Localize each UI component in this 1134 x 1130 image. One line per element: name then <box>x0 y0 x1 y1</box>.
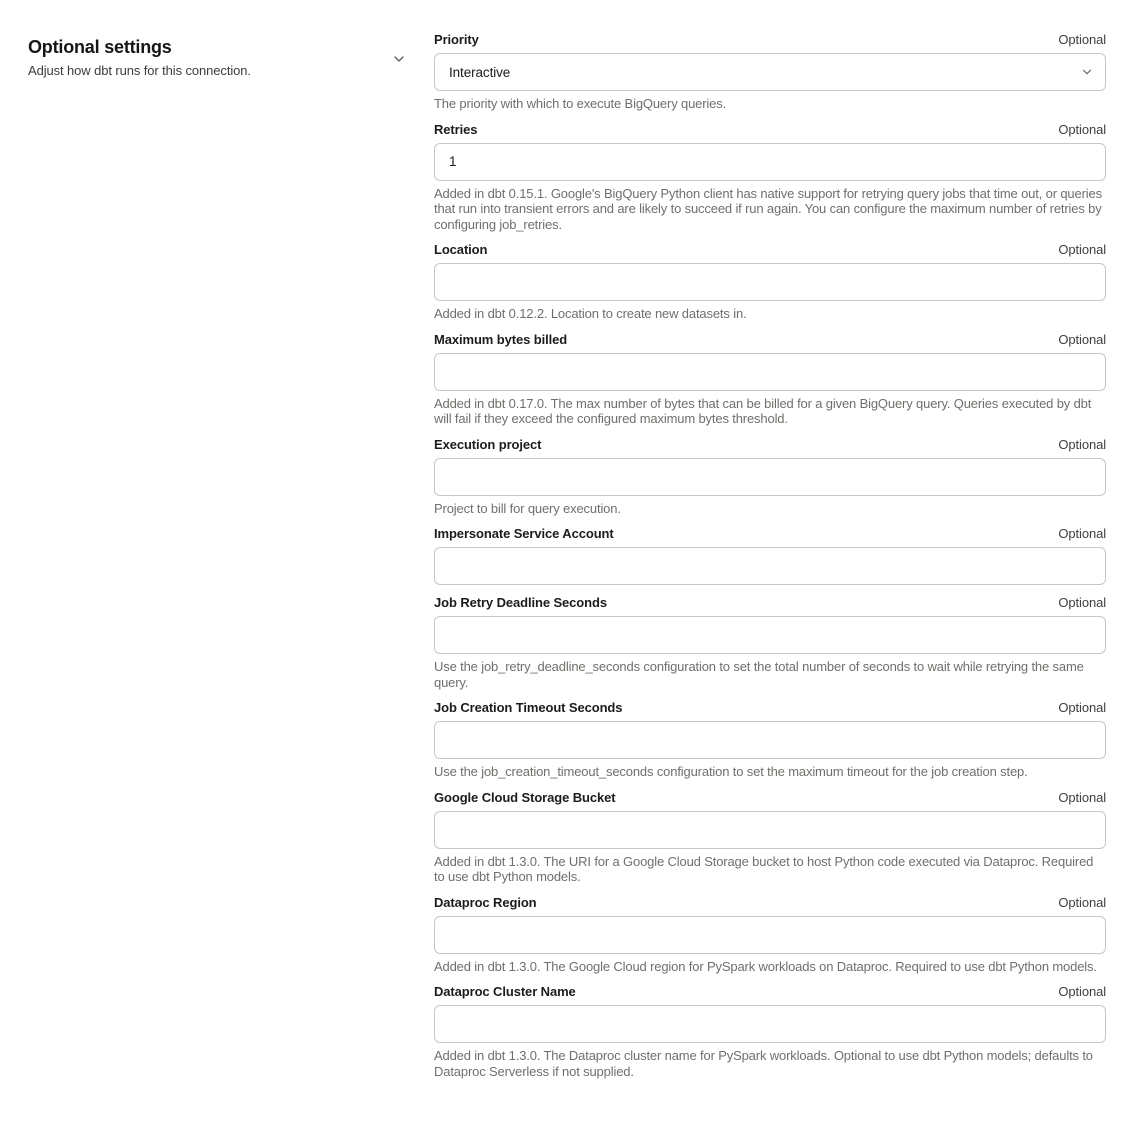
optional-badge: Optional <box>1058 32 1106 47</box>
field-head <box>434 526 1106 542</box>
field-help: Added in dbt 1.3.0. The Google Cloud region for PySpark workloads on Dataproc. Required to use dbt Python models. <box>434 958 1097 974</box>
optional-badge: Optional <box>1058 121 1106 137</box>
field-input[interactable] <box>434 811 1106 849</box>
form-field <box>434 895 1106 975</box>
field-head <box>434 895 1106 911</box>
field-input[interactable] <box>434 263 1106 301</box>
field-help: Added in dbt 0.15.1. Google's BigQuery Python client has native support for retrying query jobs that time out, or queries that run into transient errors and are likely to succeed if run again. You can configure the maximum number of retries by configuring job_retries. <box>434 185 1102 232</box>
field-input[interactable] <box>434 616 1106 654</box>
field-input[interactable] <box>434 143 1106 181</box>
field-label: Impersonate Service Account <box>434 526 614 541</box>
optional-badge: Optional <box>1058 700 1106 715</box>
optional-badge: Optional <box>1058 242 1106 257</box>
optional-badge: Optional <box>1058 894 1106 910</box>
form-field <box>434 526 1106 585</box>
field-help: Added in dbt 0.17.0. The max number of bytes that can be billed for a given BigQuery query. Queries executed by dbt will fail if they exceed the configured maximum bytes threshold. <box>434 395 1092 426</box>
field-label: Priority <box>434 32 479 47</box>
form-field <box>434 332 1106 427</box>
optional-badge: Optional <box>1058 789 1106 805</box>
field-head <box>434 700 1106 716</box>
form-field <box>434 32 1106 112</box>
field-head <box>434 437 1106 453</box>
field-head <box>434 984 1106 1000</box>
field-label: Location <box>434 242 488 257</box>
field-label: Execution project <box>434 436 542 452</box>
field-help: Use the job_retry_deadline_seconds configuration to set the total number of seconds to wait while retrying the same query. <box>434 659 1084 690</box>
field-label: Maximum bytes billed <box>434 331 568 347</box>
chevron-down-icon <box>1081 66 1093 78</box>
form-field <box>434 790 1106 885</box>
page-title: Optional settings <box>28 37 172 57</box>
section-collapse-button[interactable] <box>388 48 410 70</box>
field-input[interactable] <box>434 547 1106 585</box>
field-label: Google Cloud Storage Bucket <box>434 789 616 805</box>
form-field <box>434 437 1106 517</box>
form-field <box>434 984 1106 1079</box>
form-field <box>434 242 1106 322</box>
field-help: Project to bill for query execution. <box>434 500 621 516</box>
field-input[interactable] <box>434 916 1106 954</box>
optional-badge: Optional <box>1058 526 1106 541</box>
optional-badge: Optional <box>1058 595 1106 610</box>
section-subtitle: Adjust how dbt runs for this connection. <box>28 63 251 78</box>
field-head <box>434 32 1106 48</box>
fields-list <box>434 32 1106 1089</box>
optional-badge: Optional <box>1058 331 1106 347</box>
field-head <box>434 122 1106 138</box>
field-select[interactable] <box>434 53 1106 91</box>
field-head <box>434 595 1106 611</box>
optional-badge: Optional <box>1058 436 1106 452</box>
field-input[interactable] <box>434 721 1106 759</box>
select-value: Interactive <box>449 64 511 80</box>
field-help: Added in dbt 1.3.0. The URI for a Google Cloud Storage bucket to host Python code executed via Dataproc. Required to use dbt Python models. <box>434 853 1094 884</box>
field-label: Dataproc Region <box>434 894 537 910</box>
field-input[interactable] <box>434 458 1106 496</box>
field-label: Retries <box>434 121 478 137</box>
chevron-down-icon <box>392 52 406 66</box>
optional-badge: Optional <box>1058 984 1106 999</box>
field-help: Added in dbt 1.3.0. The Dataproc cluster name for PySpark workloads. Optional to use dbt Python models; defaults to Dataproc Serverless if not supplied. <box>434 1048 1093 1079</box>
field-head <box>434 790 1106 806</box>
field-head <box>434 242 1106 258</box>
form-field <box>434 122 1106 233</box>
field-head <box>434 332 1106 348</box>
field-help: Added in dbt 0.12.2. Location to create new datasets in. <box>434 306 747 321</box>
field-label: Job Retry Deadline Seconds <box>434 595 607 610</box>
field-label: Job Creation Timeout Seconds <box>434 700 623 715</box>
field-input[interactable] <box>434 353 1106 391</box>
section-header <box>28 36 420 1089</box>
form-field <box>434 700 1106 780</box>
form-field <box>434 595 1106 690</box>
field-label: Dataproc Cluster Name <box>434 984 576 999</box>
field-input[interactable] <box>434 1005 1106 1043</box>
field-help: The priority with which to execute BigQuery queries. <box>434 96 727 111</box>
field-help: Use the job_creation_timeout_seconds configuration to set the maximum timeout for the job creation step. <box>434 764 1028 779</box>
